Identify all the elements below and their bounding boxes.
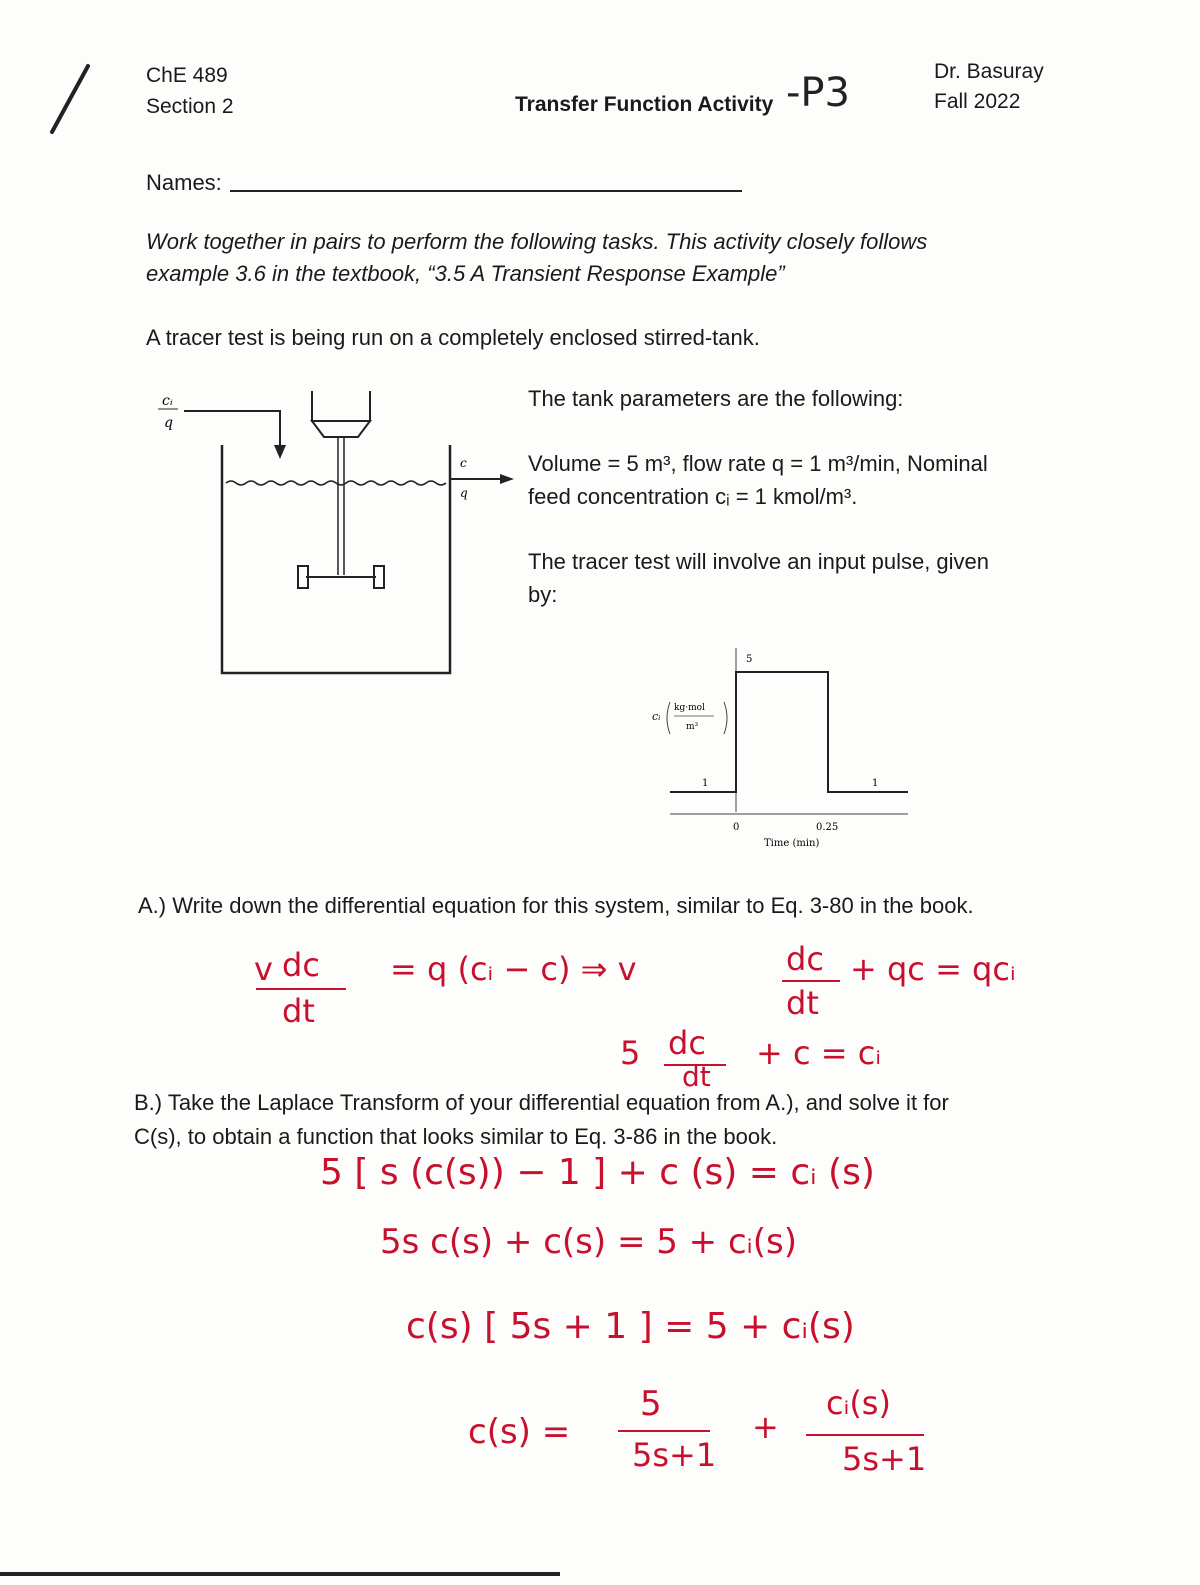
y-axis-symbol: cᵢ (652, 710, 661, 723)
pulse-line-2: by: (528, 582, 558, 607)
names-line (230, 190, 742, 192)
margin-slash-mark (40, 60, 100, 140)
liquid-surface (226, 481, 446, 485)
inlet-flow-label: q (164, 415, 173, 431)
question-b-line-2: C(s), to obtain a function that looks similar to Eq. 3-86 in the book. (134, 1124, 778, 1149)
pulse-low-label-right: 1 (872, 778, 879, 789)
question-b-line-1: B.) Take the Laplace Transform of your differential equation from A.), and solve it for (134, 1090, 949, 1115)
term: Fall 2022 (934, 90, 1021, 113)
answer-b-plus: + (752, 1408, 779, 1446)
answer-a-dt2: dt (786, 984, 819, 1022)
answer-a-rhs2: + qc = qcᵢ (850, 950, 1016, 988)
motor-base (312, 421, 370, 437)
answer-a2-rhs: + c = cᵢ (756, 1034, 882, 1072)
answer-b-denominator-1: 5s+1 (632, 1436, 717, 1474)
inlet-concentration-label: cᵢ (162, 393, 173, 409)
answer-b-result-lhs: c(s) = (468, 1412, 571, 1452)
params-heading: The tank parameters are the following: (528, 386, 904, 411)
answer-a-rhs: = q (cᵢ − c) ⇒ v (390, 950, 637, 988)
params-line-1: Volume = 5 m³, flow rate q = 1 m³/min, Nominal (528, 451, 988, 476)
names-label: Names: (146, 170, 222, 195)
inlet-pipe (184, 411, 280, 451)
answer-a2-dc: dc (668, 1024, 706, 1062)
y-unit-denominator: m³ (686, 722, 699, 732)
x-tick-0: 0 (733, 822, 740, 833)
answer-b-fraction-bar-1 (618, 1430, 710, 1432)
question-a: A.) Write down the differential equation for this system, similar to Eq. 3-80 in the book. (138, 893, 974, 918)
answer-b-denominator-2: 5s+1 (842, 1440, 927, 1478)
pulse-high-label: 5 (746, 654, 753, 665)
answer-b-step-1: 5 [ s (c(s)) − 1 ] + c (s) = cᵢ (s) (320, 1152, 875, 1193)
answer-a-fraction-bar-2 (782, 980, 840, 982)
tank-walls (222, 445, 450, 673)
answer-a-dc: dc (282, 946, 320, 984)
page-mark-handwritten: -P3 (786, 70, 851, 116)
input-pulse-chart (640, 640, 920, 860)
scan-edge-line (0, 1572, 560, 1576)
y-unit-numerator: kg·mol (674, 703, 705, 713)
x-axis-label: Time (min) (764, 838, 820, 849)
params-line-2: feed concentration cᵢ = 1 kmol/m³. (528, 484, 858, 509)
inlet-arrow (274, 445, 286, 459)
intro-paragraph: Work together in pairs to perform the following tasks. This activity closely follows example 3.6 in the textbook, “3.5 A Transient Response Example” (146, 229, 928, 286)
answer-b-fraction-bar-2 (806, 1434, 924, 1436)
pulse-line-1: The tracer test will involve an input pulse, given (528, 549, 990, 574)
answer-b-numerator-1: 5 (640, 1384, 662, 1424)
stirred-tank-diagram (140, 385, 520, 685)
section-number: Section 2 (146, 95, 234, 118)
motor-housing (312, 391, 370, 421)
answer-a2-dt: dt (682, 1060, 711, 1093)
outlet-flow-label: q (460, 486, 468, 500)
outlet-concentration-label: c (460, 456, 467, 470)
answer-a-fraction-bar (256, 988, 346, 990)
pulse-low-label-left: 1 (702, 778, 709, 789)
answer-b-numerator-2: cᵢ(s) (826, 1384, 891, 1422)
answer-b-step-2: 5s c(s) + c(s) = 5 + cᵢ(s) (380, 1222, 797, 1262)
answer-a-v: v (254, 950, 273, 988)
outlet-arrow (500, 474, 514, 484)
page-title: Transfer Function Activity (515, 93, 774, 116)
instructor-name: Dr. Basuray (934, 60, 1044, 83)
course-code: ChE 489 (146, 64, 228, 87)
answer-a2-coeff: 5 (620, 1034, 641, 1072)
pulse-signal-line (670, 672, 908, 792)
answer-b-step-3: c(s) [ 5s + 1 ] = 5 + cᵢ(s) (406, 1306, 855, 1347)
answer-a-dt: dt (282, 992, 315, 1030)
tracer-statement: A tracer test is being run on a completely enclosed stirred-tank. (146, 325, 760, 350)
x-tick-025: 0.25 (816, 822, 839, 833)
answer-a-dc2: dc (786, 940, 824, 978)
